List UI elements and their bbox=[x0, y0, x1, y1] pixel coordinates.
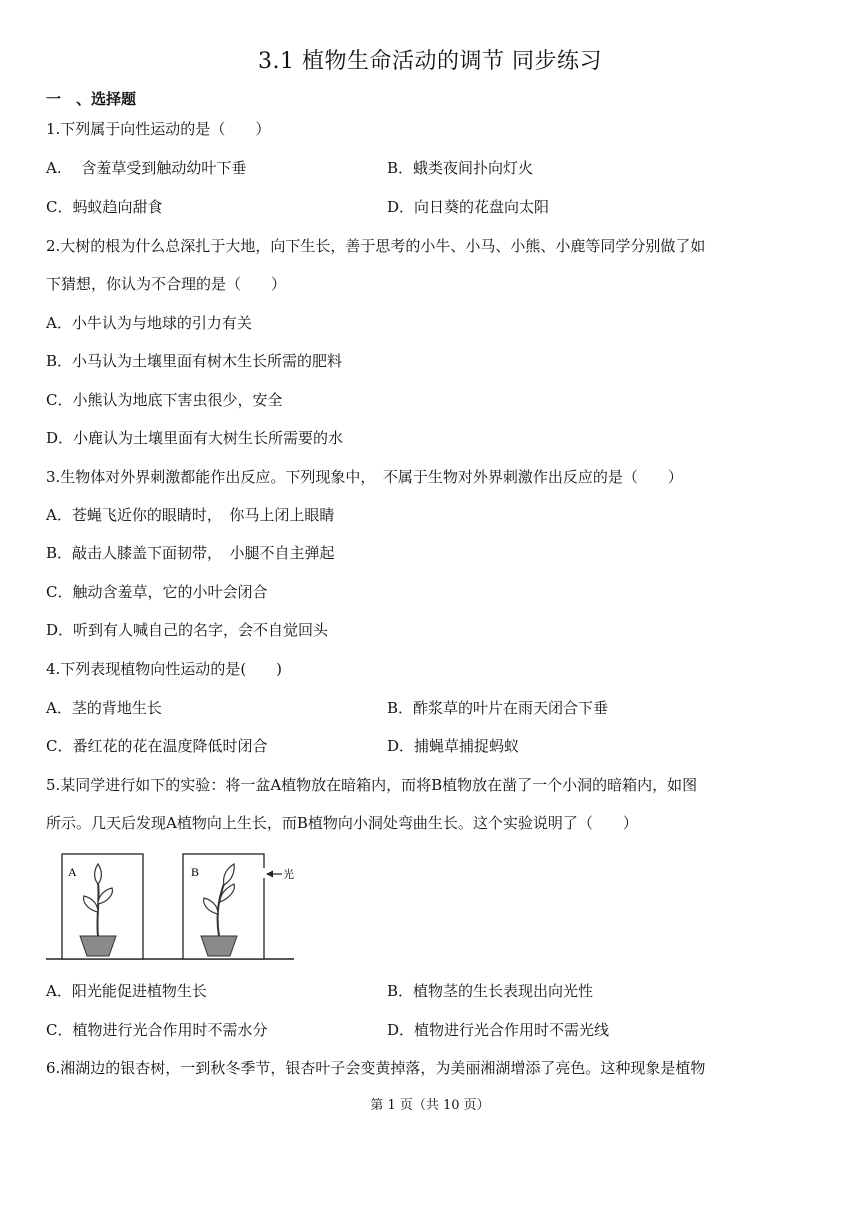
question-5-option-d: D．植物进行光合作用时不需光线 bbox=[387, 1021, 610, 1039]
question-4-option-a: A．茎的背地生长 bbox=[46, 699, 162, 717]
question-5-option-a: A．阳光能促进植物生长 bbox=[46, 982, 207, 1000]
question-5-stem-line-1: 5.某同学进行如下的实验：将一盆A植物放在暗箱内，而将B植物放在凿了一个小洞的暗箱内，如图 bbox=[46, 776, 698, 794]
question-1-option-c: C．蚂蚁趋向甜食 bbox=[46, 198, 163, 216]
question-3-stem: 3.生物体对外界刺激都能作出反应。下列现象中， 不属于生物对外界刺激作出反应的是（ ） bbox=[46, 468, 683, 486]
question-2-stem-line-1: 2.大树的根为什么总深扎于大地，向下生长，善于思考的小牛、小马、小熊、小鹿等同学分别做了如 bbox=[46, 237, 706, 255]
question-1-stem: 1.下列属于向性运动的是（ ） bbox=[46, 120, 271, 138]
question-2-option-a: A．小牛认为与地球的引力有关 bbox=[46, 314, 252, 332]
question-1-option-a: A. 含羞草受到触动幼叶下垂 bbox=[46, 159, 247, 177]
question-4-option-d: D．捕蝇草捕捉蚂蚁 bbox=[387, 737, 520, 755]
light-arrow bbox=[266, 871, 282, 878]
experiment-figure bbox=[46, 848, 296, 963]
question-3-option-d: D．听到有人喊自己的名字，会不自觉回头 bbox=[46, 621, 329, 639]
question-6-stem: 6.湘湖边的银杏树，一到秋冬季节，银杏叶子会变黄掉落，为美丽湘湖增添了亮色。这种现象是植物 bbox=[46, 1059, 706, 1077]
question-4-stem: 4.下列表现植物向性运动的是( ) bbox=[46, 660, 283, 678]
question-4-option-c: C．番红花的花在温度降低时闭合 bbox=[46, 737, 268, 755]
question-2-option-d: D．小鹿认为土壤里面有大树生长所需要的水 bbox=[46, 429, 344, 447]
light-label: 光 bbox=[283, 868, 294, 881]
page-title: 3.1 植物生命活动的调节 同步练习 bbox=[258, 49, 602, 74]
question-3-option-a: A．苍蝇飞近你的眼睛时， 你马上闭上眼睛 bbox=[46, 506, 335, 524]
box-a-label: A bbox=[68, 865, 77, 879]
plant-boxes-diagram bbox=[46, 848, 296, 963]
question-2-option-c: C．小熊认为地底下害虫很少，安全 bbox=[46, 391, 283, 409]
question-5-stem-line-2: 所示。几天后发现A植物向上生长，而B植物向小洞处弯曲生长。这个实验说明了（ ） bbox=[46, 814, 638, 832]
question-5-option-b: B．植物茎的生长表现出向光性 bbox=[387, 982, 594, 1000]
question-3-option-c: C．触动含羞草，它的小叶会闭合 bbox=[46, 583, 268, 601]
page-footer: 第 1 页（共 10 页） bbox=[370, 1098, 490, 1113]
question-3-option-b: B．敲击人膝盖下面韧带， 小腿不自主弹起 bbox=[46, 544, 335, 562]
box-b-label: B bbox=[191, 865, 200, 879]
section-heading: 一 、选择题 bbox=[46, 90, 137, 108]
question-4-option-b: B．酢浆草的叶片在雨天闭合下垂 bbox=[387, 699, 609, 717]
question-2-stem-line-2: 下猜想，你认为不合理的是（ ） bbox=[46, 275, 287, 293]
question-5-option-c: C．植物进行光合作用时不需水分 bbox=[46, 1021, 268, 1039]
question-1-option-b: B．蛾类夜间扑向灯火 bbox=[387, 159, 534, 177]
question-2-option-b: B．小马认为土壤里面有树木生长所需的肥料 bbox=[46, 352, 343, 370]
question-1-option-d: D．向日葵的花盘向太阳 bbox=[387, 198, 550, 216]
